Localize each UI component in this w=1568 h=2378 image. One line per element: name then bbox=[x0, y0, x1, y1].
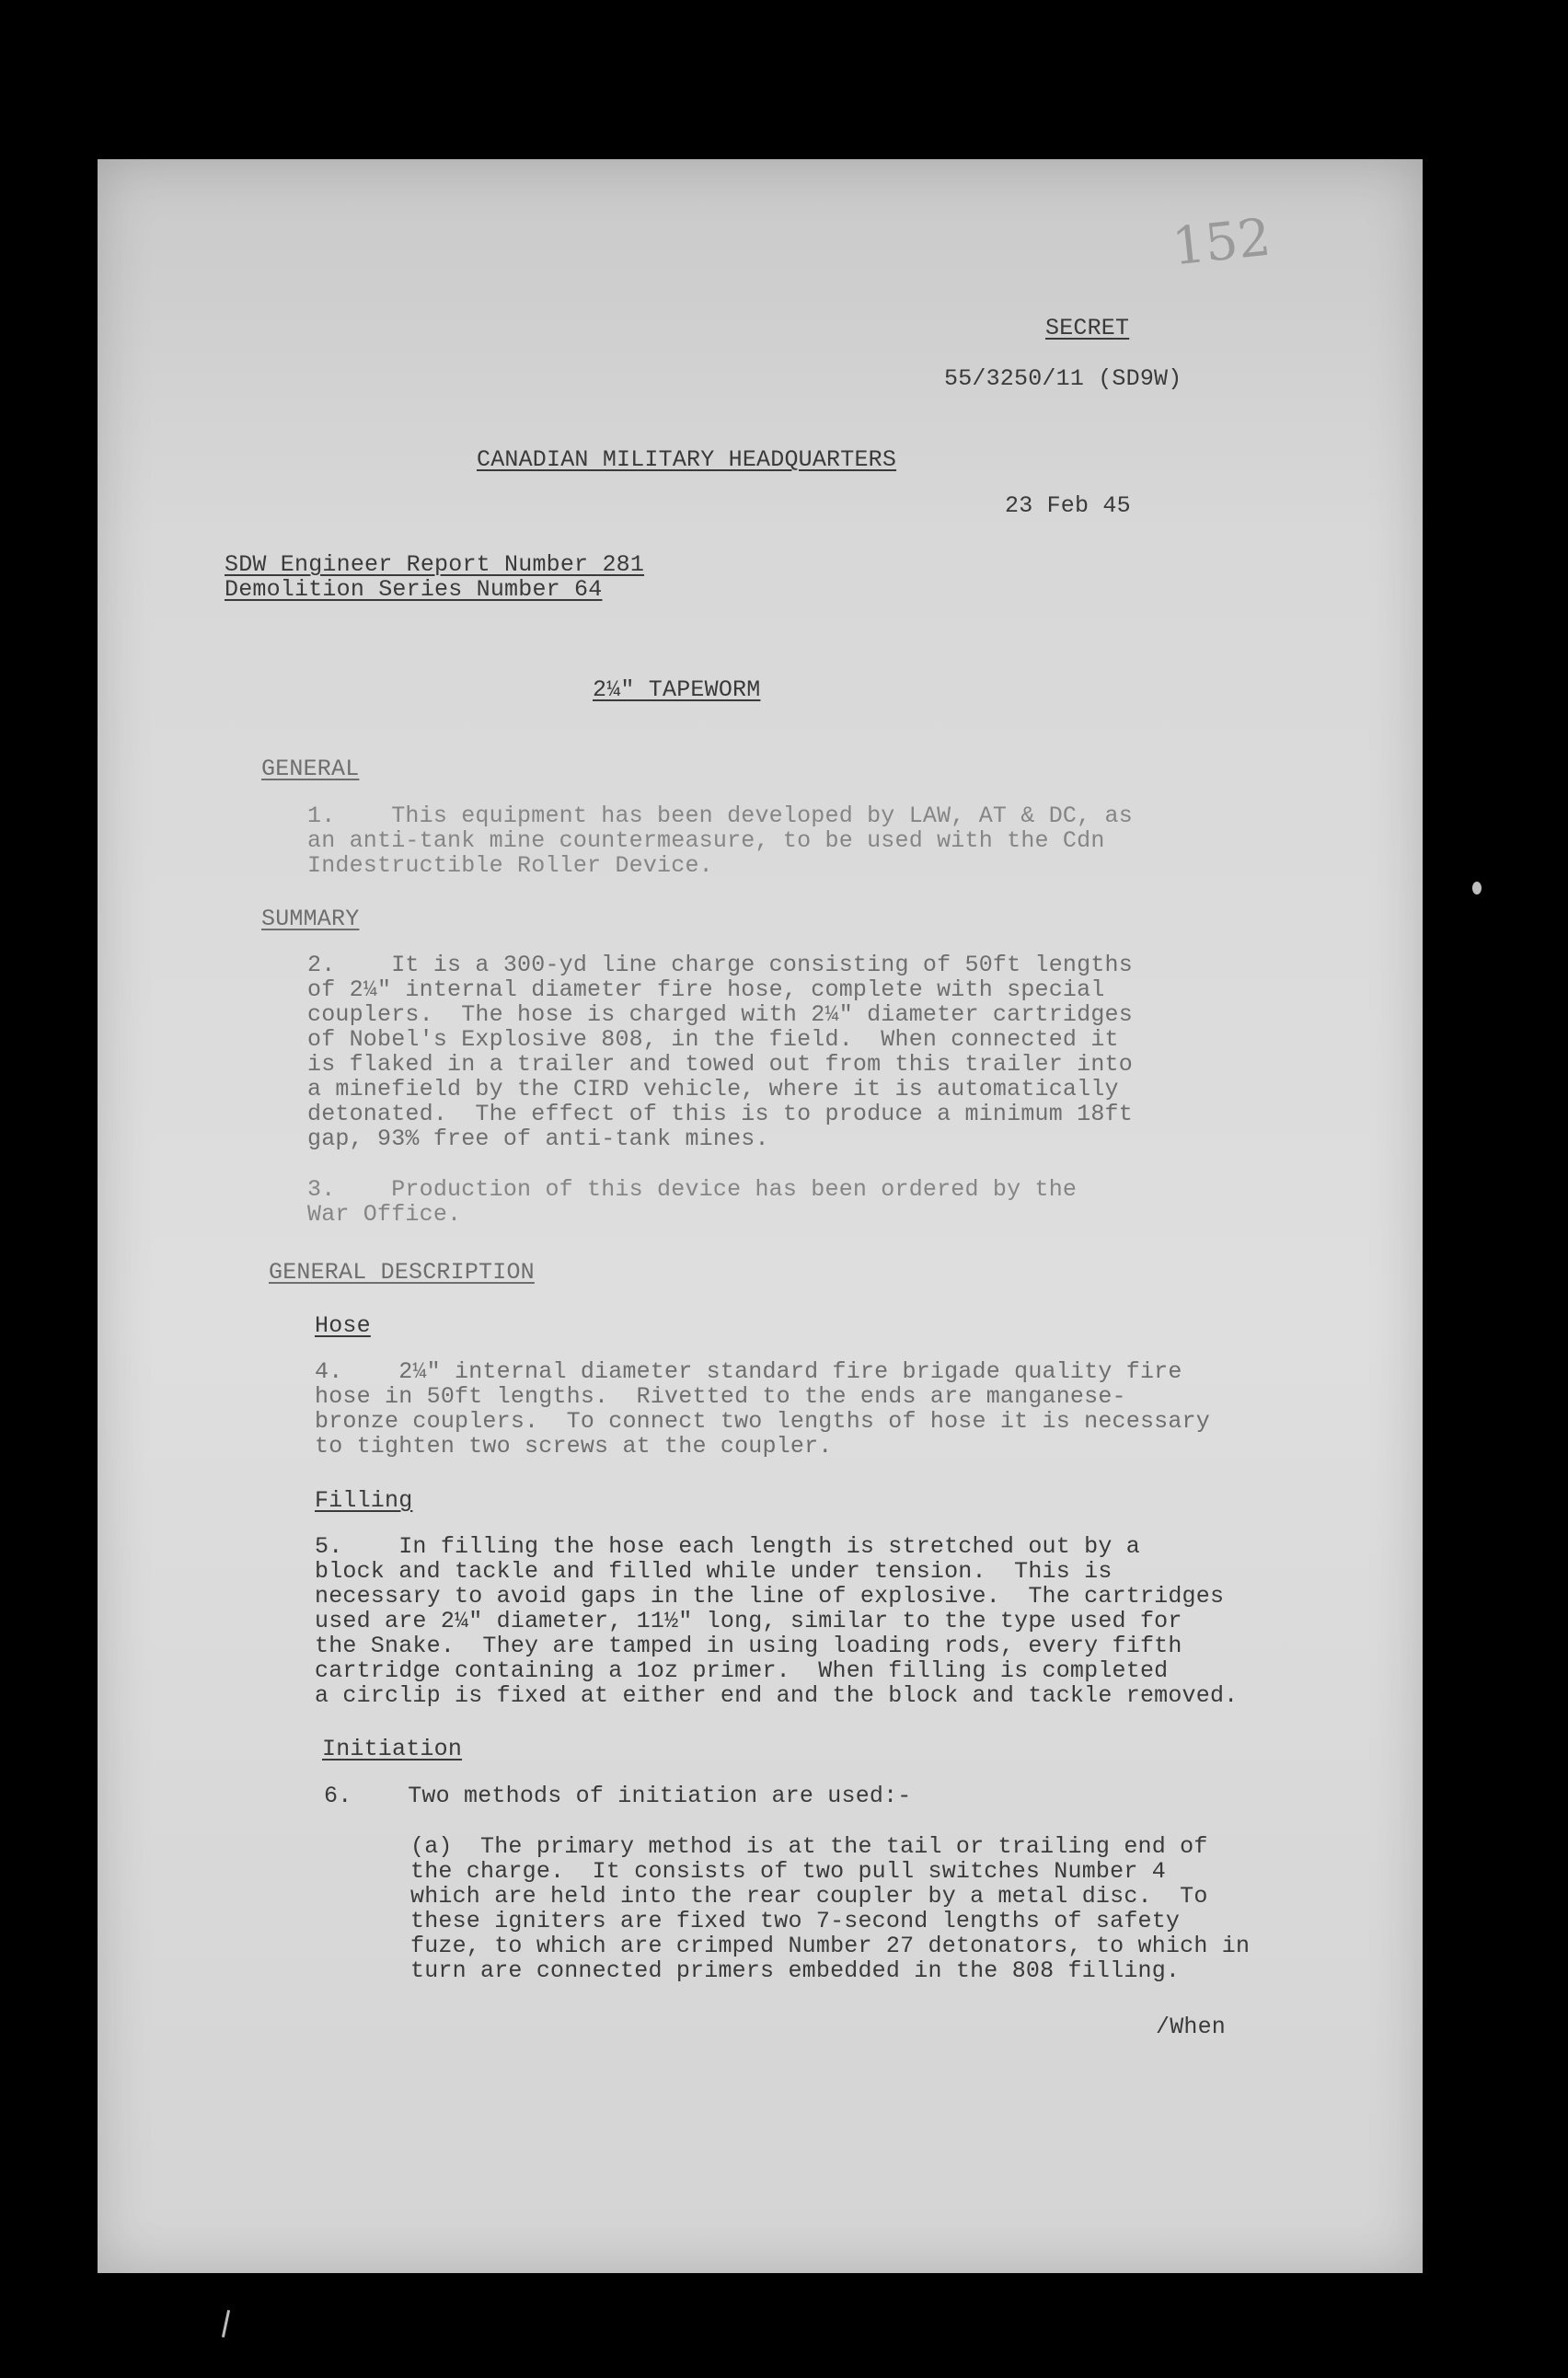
paragraph-1-line: an anti-tank mine countermeasure, to be used with the Cdn bbox=[307, 827, 1105, 854]
report-number: SDW Engineer Report Number 281 bbox=[225, 551, 645, 578]
paragraph-6a-line: these igniters are fixed two 7-second lengths of safety bbox=[410, 1908, 1181, 1934]
paragraph-4-line: bronze couplers. To connect two lengths of hose it is necessary bbox=[315, 1408, 1210, 1435]
classification-marking: SECRET bbox=[1045, 315, 1130, 341]
document-title: 2¼" TAPEWORM bbox=[593, 676, 761, 703]
paragraph-6a-line: the charge. It consists of two pull switches Number 4 bbox=[410, 1858, 1166, 1885]
paragraph-4-line: 4. 2¼" internal diameter standard fire brigade quality fire bbox=[315, 1358, 1182, 1385]
paragraph-5-line: a circlip is fixed at either end and the block and tackle removed. bbox=[315, 1682, 1239, 1709]
subheading-initiation: Initiation bbox=[322, 1736, 463, 1762]
section-heading-summary: SUMMARY bbox=[261, 906, 360, 932]
paragraph-5-line: necessary to avoid gaps in the line of explosive. The cartridges bbox=[315, 1583, 1225, 1610]
paragraph-1-line: 1. This equipment has been developed by LAW, AT & DC, as bbox=[307, 802, 1133, 829]
paragraph-6a-line: turn are connected primers embedded in the 808 filling. bbox=[410, 1957, 1181, 1984]
paragraph-2-line: detonated. The effect of this is to produce a minimum 18ft bbox=[307, 1101, 1133, 1127]
paragraph-4-line: to tighten two screws at the coupler. bbox=[315, 1433, 833, 1460]
paragraph-5-line: used are 2¼" diameter, 11½" long, similar to the type used for bbox=[315, 1608, 1182, 1634]
paragraph-2-line: a minefield by the CIRD vehicle, where it is automatically bbox=[307, 1076, 1119, 1102]
catchword: /When bbox=[1156, 2014, 1227, 2040]
series-number: Demolition Series Number 64 bbox=[225, 576, 603, 603]
section-heading-general-description: GENERAL DESCRIPTION bbox=[269, 1259, 535, 1286]
subheading-filling: Filling bbox=[315, 1487, 413, 1514]
section-heading-general: GENERAL bbox=[261, 756, 360, 782]
headquarters-heading: CANADIAN MILITARY HEADQUARTERS bbox=[477, 446, 897, 473]
paragraph-6a-line: which are held into the rear coupler by a metal disc. To bbox=[410, 1883, 1208, 1910]
paragraph-6: 6. Two methods of initiation are used:- bbox=[324, 1783, 912, 1809]
paragraph-2-line: gap, 93% free of anti-tank mines. bbox=[307, 1126, 769, 1152]
paragraph-2-line: of Nobel's Explosive 808, in the field. When connected it bbox=[307, 1026, 1119, 1053]
paragraph-1-line: Indestructible Roller Device. bbox=[307, 852, 713, 879]
document-date: 23 Feb 45 bbox=[1005, 492, 1131, 519]
paragraph-2-line: of 2¼" internal diameter fire hose, complete with special bbox=[307, 976, 1105, 1003]
file-reference: 55/3250/11 (SD9W) bbox=[944, 365, 1182, 392]
paragraph-2-line: 2. It is a 300-yd line charge consisting of 50ft lengths bbox=[307, 952, 1133, 978]
paragraph-5-line: the Snake. They are tamped in using loading rods, every fifth bbox=[315, 1633, 1182, 1659]
paragraph-5-line: cartridge containing a 1oz primer. When filling is completed bbox=[315, 1657, 1169, 1684]
document-page bbox=[98, 159, 1423, 2273]
paragraph-5-line: 5. In filling the hose each length is stretched out by a bbox=[315, 1533, 1140, 1560]
paragraph-3-line: 3. Production of this device has been ordered by the bbox=[307, 1176, 1078, 1203]
paragraph-3-line: War Office. bbox=[307, 1201, 462, 1228]
paragraph-2-line: is flaked in a trailer and towed out from this trailer into bbox=[307, 1051, 1133, 1078]
handwritten-folio-number: 152 bbox=[1169, 207, 1274, 278]
subheading-hose: Hose bbox=[315, 1312, 371, 1339]
paragraph-6a-line: fuze, to which are crimped Number 27 detonators, to which in bbox=[410, 1933, 1251, 1959]
paragraph-4-line: hose in 50ft lengths. Rivetted to the ends are manganese- bbox=[315, 1383, 1126, 1410]
edge-mark bbox=[222, 2310, 230, 2338]
edge-mark bbox=[1472, 882, 1482, 895]
paragraph-6a-line: (a) The primary method is at the tail or trailing end of bbox=[410, 1833, 1208, 1860]
paragraph-5-line: block and tackle and filled while under tension. This is bbox=[315, 1558, 1113, 1585]
paragraph-2-line: couplers. The hose is charged with 2¼" diameter cartridges bbox=[307, 1001, 1133, 1028]
